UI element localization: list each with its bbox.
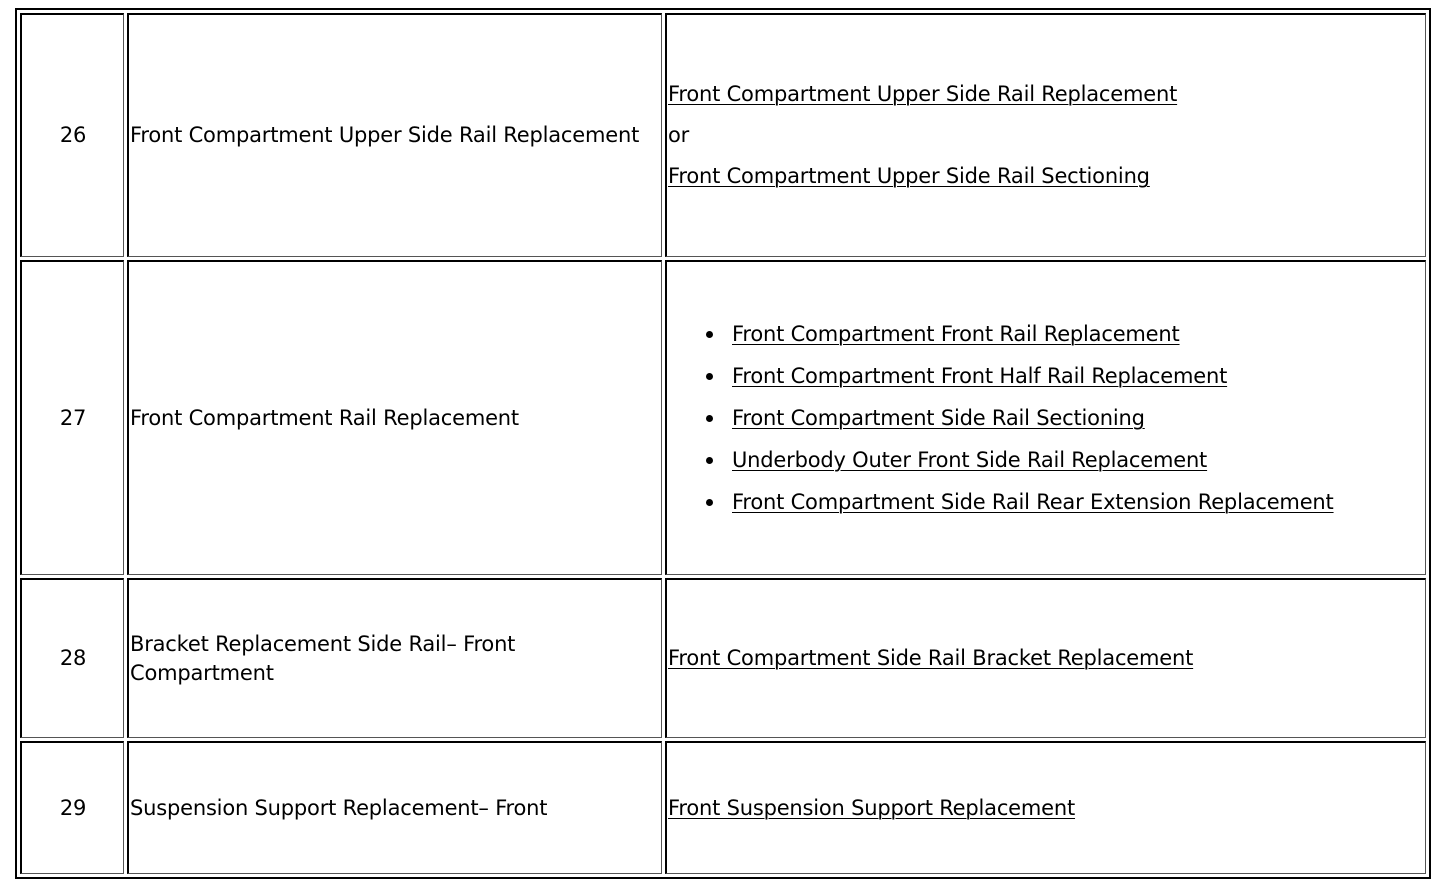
procedure-link[interactable]: Front Compartment Front Half Rail Replacement (732, 363, 1228, 388)
list-item (732, 446, 1425, 475)
row-number: 27 (20, 260, 124, 575)
procedure-link[interactable]: Front Compartment Side Rail Sectioning (732, 405, 1145, 430)
row-procedures (665, 13, 1426, 257)
row-procedures (665, 578, 1426, 738)
bullet-icon (706, 499, 713, 506)
row-description: Front Compartment Upper Side Rail Replacement (127, 13, 662, 257)
procedure-link[interactable]: Underbody Outer Front Side Rail Replacement (732, 447, 1208, 472)
procedure-link[interactable]: Front Compartment Side Rail Rear Extension Replacement (732, 489, 1334, 514)
procedure-link[interactable]: Front Suspension Support Replacement (668, 795, 1076, 820)
row-description: Suspension Support Replacement– Front (127, 741, 662, 874)
bullet-icon (706, 373, 713, 380)
list-item (732, 404, 1425, 433)
repair-reference-table (15, 8, 1431, 879)
row-procedures (665, 741, 1426, 874)
row-description: Bracket Replacement Side Rail– Front Compartment (127, 578, 662, 738)
table-row (20, 578, 1426, 738)
row-number: 26 (20, 13, 124, 257)
row-number: 29 (20, 741, 124, 874)
table-row (20, 13, 1426, 257)
row-number: 28 (20, 578, 124, 738)
or-separator: or (668, 123, 690, 147)
bullet-icon (706, 415, 713, 422)
procedure-list (668, 320, 1425, 517)
row-description: Front Compartment Rail Replacement (127, 260, 662, 575)
bullet-icon (706, 457, 713, 464)
list-item (732, 320, 1425, 349)
table-row (20, 741, 1426, 874)
procedure-link[interactable]: Front Compartment Upper Side Rail Replacement (668, 82, 1178, 106)
repair-reference-table-frame (15, 8, 1431, 878)
row-procedures (665, 260, 1426, 575)
bullet-icon (706, 331, 713, 338)
list-item (732, 362, 1425, 391)
table-row (20, 260, 1426, 575)
procedure-link[interactable]: Front Compartment Upper Side Rail Sectioning (668, 164, 1150, 188)
procedure-link[interactable]: Front Compartment Side Rail Bracket Replacement (668, 646, 1194, 670)
procedure-link[interactable]: Front Compartment Front Rail Replacement (732, 321, 1180, 346)
list-item (732, 488, 1425, 517)
